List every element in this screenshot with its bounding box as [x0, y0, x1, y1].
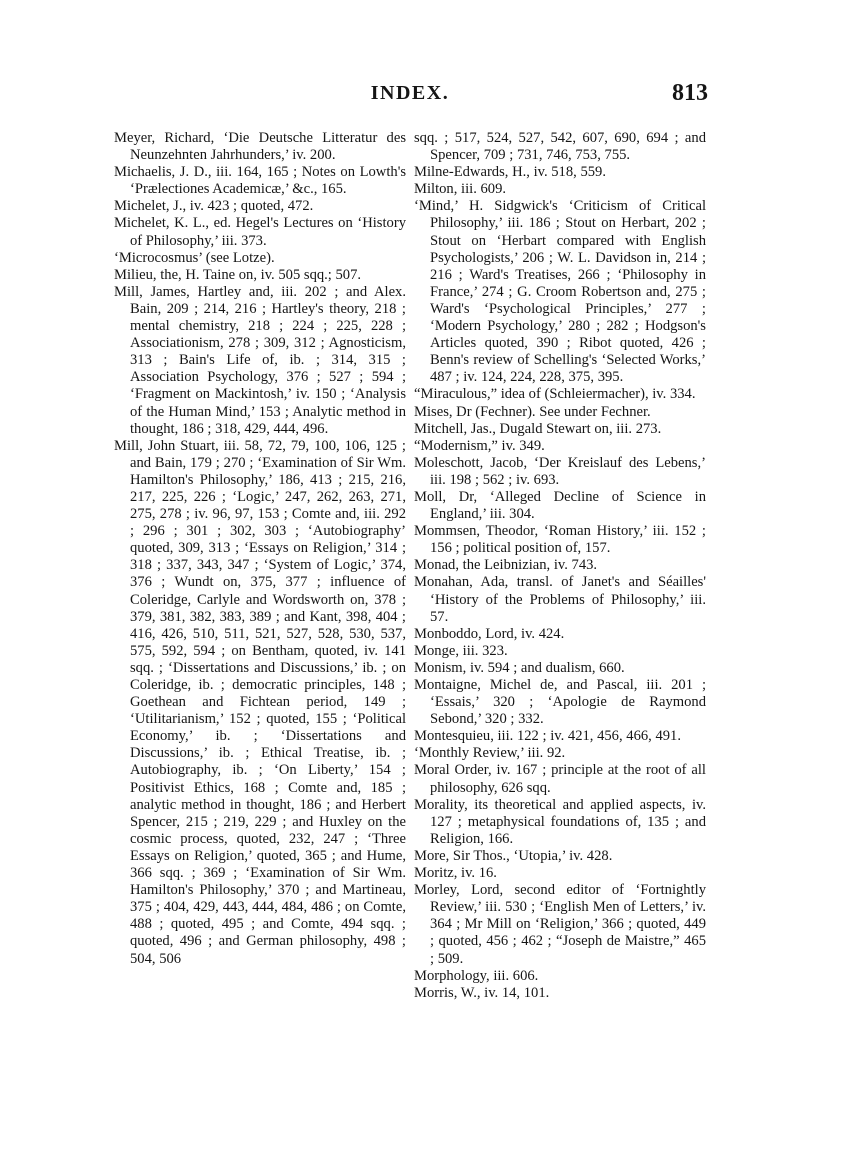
index-entry: sqq. ; 517, 524, 527, 542, 607, 690, 694 ; and Spencer, 709 ; 731, 746, 753, 755. [414, 130, 706, 164]
index-entry: Monad, the Leibnizian, iv. 743. [414, 557, 598, 574]
index-entry: Mommsen, Theodor, ‘Roman History,’ iii. 152 ; 156 ; political position of, 157. [414, 523, 706, 557]
index-entry: Meyer, Richard, ‘Die Deutsche Litteratur des Neunzehnten Jahrhunders,’ iv. 200. [114, 130, 406, 164]
index-entry: Morley, Lord, second editor of ‘Fortnightly Review,’ iii. 530 ; ‘English Men of Letters,’ iv. 364 ; Mr Mill on ‘Religion,’ 366 ; quoted, 449 ; quoted, 456 ; 462 ; “Joseph de Maistre,” 465 ; 509. [414, 882, 706, 967]
index-entry: Milieu, the, H. Taine on, iv. 505 sqq.; 507. [114, 266, 362, 283]
index-entry: Morris, W., iv. 14, 101. [414, 984, 550, 1001]
index-entry: Morphology, iii. 606. [414, 967, 539, 984]
index-entry: Monism, iv. 594 ; and dualism, 660. [414, 659, 625, 676]
index-entry: Michaelis, J. D., iii. 164, 165 ; Notes on Lowth's ‘Prælectiones Academicæ,’ &c., 165. [114, 164, 406, 198]
index-entry: Mitchell, Jas., Dugald Stewart on, iii. 273. [414, 420, 662, 437]
index-entry: ‘Monthly Review,’ iii. 92. [414, 745, 566, 762]
index-entry: Montesquieu, iii. 122 ; iv. 421, 456, 466, 491. [414, 728, 682, 745]
index-entry: Moleschott, Jacob, ‘Der Kreislauf des Lebens,’ iii. 198 ; 562 ; iv. 693. [414, 454, 706, 488]
page-number: 813 [672, 80, 708, 106]
page-header [110, 80, 710, 110]
index-entry: Montaigne, Michel de, and Pascal, iii. 201 ; ‘Essais,’ 320 ; ‘Apologie de Raymond Sebond,’ 320 ; 332. [414, 677, 706, 728]
running-head: INDEX. [370, 82, 450, 104]
index-column-left [114, 130, 406, 968]
index-entry: Moral Order, iv. 167 ; principle at the root of all philosophy, 626 sqq. [414, 762, 706, 796]
index-column-right [414, 130, 706, 1002]
index-entry: Milton, iii. 609. [414, 181, 507, 198]
index-entry: More, Sir Thos., ‘Utopia,’ iv. 428. [414, 847, 613, 864]
index-entry: “Modernism,” iv. 349. [414, 437, 545, 454]
index-entry: Michelet, K. L., ed. Hegel's Lectures on ‘History of Philosophy,’ iii. 373. [114, 215, 406, 249]
index-entry: Monahan, Ada, transl. of Janet's and Séailles' ‘History of the Problems of Philosophy,’ iii. 57. [414, 574, 706, 625]
index-entry: Milne-Edwards, H., iv. 518, 559. [414, 164, 606, 181]
index-entry: Mill, James, Hartley and, iii. 202 ; and Alex. Bain, 209 ; 214, 216 ; Hartley's theory, 218 ; mental chemistry, 218 ; 224 ; 225, 228 ; Associationism, 278 ; 309, 312 ; Agnosticism, 313 ; Bain's Life of, ib. ; 314, 315 ; Association Psychology, 376 ; 527 ; 594 ; ‘Fragment on Mackintosh,’ iv. 150 ; ‘Analysis of the Human Mind,’ 153 ; Analytic method in thought, 186 ; 318, 429, 444, 496. [114, 283, 406, 437]
index-entry: ‘Mind,’ H. Sidgwick's ‘Criticism of Critical Philosophy,’ iii. 186 ; Stout on Herbart, 202 ; Stout on ‘Herbart compared with English Psychologists,’ 206 ; W. L. Davidson in, 214 ; 216 ; Ward's Treatises, 266 ; ‘Philosophy in France,’ 274 ; G. Croom Robertson and, 275 ; Ward's ‘Psychological Principles,’ 277 ; ‘Modern Psychology,’ 280 ; 282 ; Hodgson's Articles quoted, 390 ; Ribot quoted, 426 ; Benn's review of Schelling's ‘Selected Works,’ 487 ; iv. 124, 224, 228, 375, 395. [414, 198, 706, 386]
index-entry: Moritz, iv. 16. [414, 865, 497, 882]
index-entry: Monboddo, Lord, iv. 424. [414, 625, 565, 642]
index-entry: ‘Microcosmus’ (see Lotze). [114, 249, 275, 266]
index-entry: Mill, John Stuart, iii. 58, 72, 79, 100, 106, 125 ; and Bain, 179 ; 270 ; ‘Examination of Sir Wm. Hamilton's Philosophy,’ 186, 413 ; 215, 216, 217, 225, 226 ; ‘Logic,’ 247, 262, 263, 271, 275, 278 ; iv. 96, 97, 153 ; Comte and, iii. 292 ; 296 ; 301 ; 302, 303 ; ‘Autobiography’ quoted, 309, 313 ; ‘Essays on Religion,’ 314 ; 318 ; 337, 343, 347 ; ‘System of Logic,’ 374, 376 ; Wundt on, 375, 377 ; influence of Coleridge, Carlyle and Wordsworth on, 378 ; 379, 381, 382, 383, 389 ; and Kant, 398, 404 ; 416, 426, 510, 511, 521, 527, 528, 530, 537, 575, 592, 594 ; on Bentham, quoted, iv. 141 sqq. ; ‘Dissertations and Discussions,’ ib. ; on Coleridge, ib. ; democratic principles, 148 ; Goethean and Fichtean period, 149 ; ‘Utilitarianism,’ 152 ; quoted, 155 ; ‘Political Economy,’ ib. ; ‘Dissertations and Discussions,’ ib. ; Ethical Treatise, ib. ; Autobiography, ib. ; ‘On Liberty,’ 154 ; Positivist Ethics, 168 ; Comte and, 185 ; analytic method in thought, 186 ; and Herbert Spencer, 215 ; 219, 229 ; and Huxley on the cosmic process, quoted, 232, 247 ; ‘Three Essays on Religion,’ quoted, 365 ; and Hume, 366 sqq. ; 369 ; ‘Examination of Sir Wm. Hamilton's Philosophy,’ 370 ; and Martineau, 375 ; 404, 429, 443, 444, 484, 486 ; on Comte, 488 ; quoted, 495 ; and Comte, 494 sqq. ; quoted, 496 ; and German philosophy, 498 ; 504, 506 [114, 437, 406, 967]
index-entry: “Miraculous,” idea of (Schleiermacher), iv. 334. [414, 386, 696, 403]
index-entry: Morality, its theoretical and applied aspects, iv. 127 ; metaphysical foundations of, 135 ; and Religion, 166. [414, 796, 706, 847]
index-entry: Mises, Dr (Fechner). See under Fechner. [414, 403, 651, 420]
index-entry: Monge, iii. 323. [414, 642, 508, 659]
index-entry: Moll, Dr, ‘Alleged Decline of Science in England,’ iii. 304. [414, 488, 706, 523]
index-entry: Michelet, J., iv. 423 ; quoted, 472. [114, 198, 314, 215]
